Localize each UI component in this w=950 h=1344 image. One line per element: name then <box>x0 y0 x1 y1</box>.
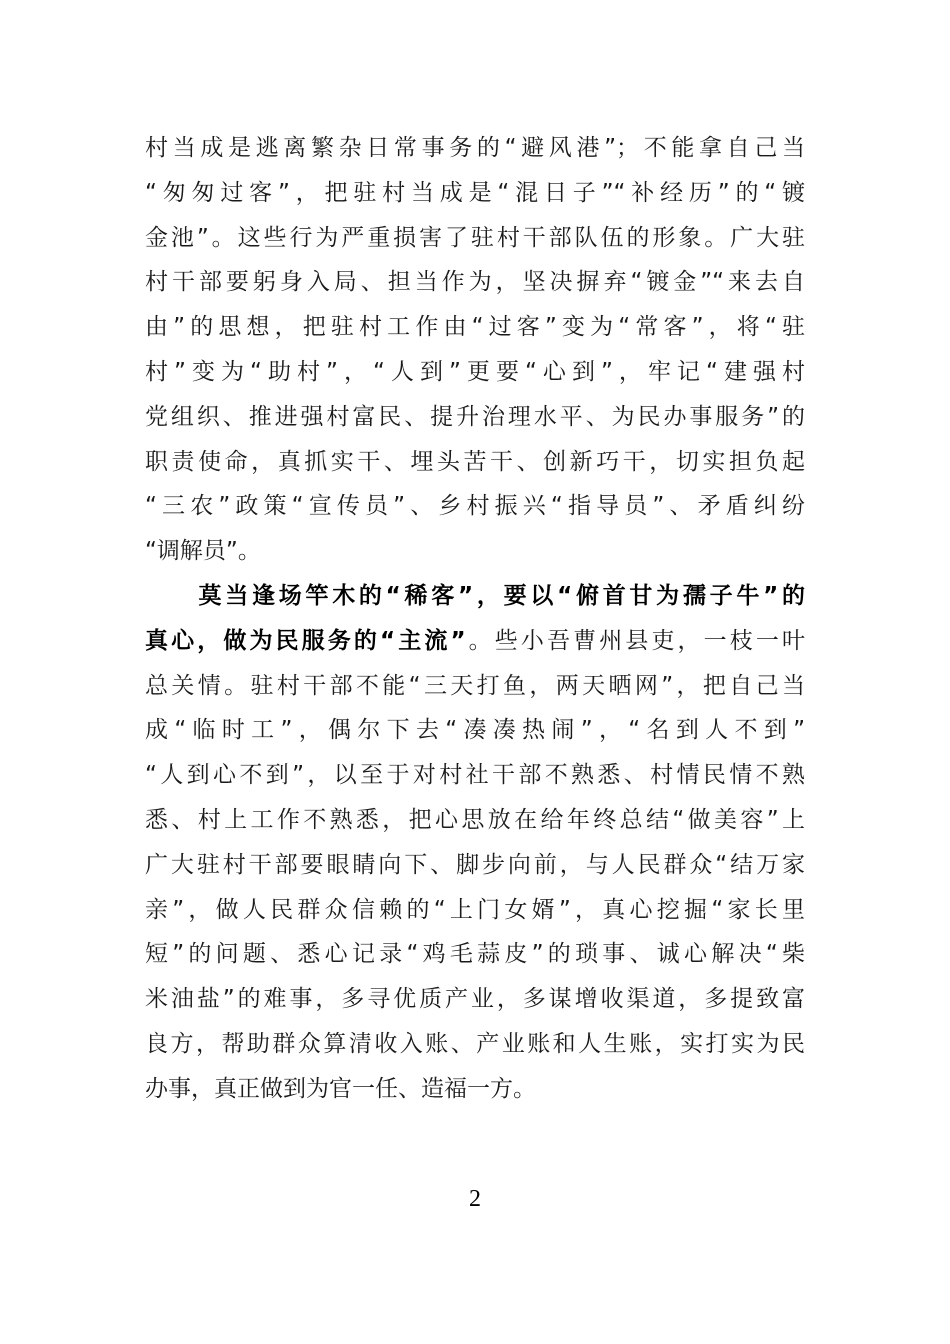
paragraph-text: “三农”政策“宣传员”、乡村振兴“指导员”、矛盾纠纷 <box>145 493 805 520</box>
text-line <box>145 1067 805 1112</box>
text-line <box>145 350 805 395</box>
paragraph-text: “人到心不到”，以至于对村社干部不熟悉、村情民情不熟 <box>145 762 805 789</box>
text-line <box>145 171 805 216</box>
text-line <box>145 888 805 933</box>
text-line <box>145 932 805 977</box>
paragraph-text: 村干部要躬身入局、担当作为，坚决摒弃“镀金”“来去自 <box>145 269 805 296</box>
paragraph-text: 成“临时工”，偶尔下去“凑凑热闹”，“名到人不到” <box>145 717 805 744</box>
paragraph-text: 村”变为“助村”，“人到”更要“心到”，牢记“建强村 <box>145 358 805 385</box>
page-number: 2 <box>469 1186 481 1212</box>
paragraph-text: 办事，真正做到为官一任、造福一方。 <box>145 1075 536 1102</box>
text-line <box>145 529 805 574</box>
paragraph-text: 总关情。驻村干部不能“三天打鱼，两天晒网”，把自己当 <box>145 672 805 699</box>
text-line <box>145 798 805 843</box>
text-line <box>145 440 805 485</box>
text-line <box>145 664 805 709</box>
paragraph-text: “调解员”。 <box>145 538 261 565</box>
text-line <box>145 1022 805 1067</box>
paragraph-text: 党组织、推进强村富民、提升治理水平、为民办事服务”的 <box>145 403 805 430</box>
bold-heading-text: 莫当逢场竿木的“稀客”，要以“俯首甘为孺子牛”的 <box>145 582 805 609</box>
paragraph-text: 。些小吾曹州县吏，一枝一叶 <box>465 627 805 654</box>
paragraph-text: 金池”。这些行为严重损害了驻村干部队伍的形象。广大驻 <box>145 224 805 251</box>
text-line <box>145 216 805 261</box>
body-text <box>145 126 805 1112</box>
paragraph-text: 亲”，做人民群众信赖的“上门女婿”，真心挖掘“家长里 <box>145 896 805 923</box>
paragraph-text: 职责使命，真抓实干、埋头苦干、创新巧干，切实担负起 <box>145 448 805 475</box>
text-line <box>145 484 805 529</box>
paragraph-text: 悉、村上工作不熟悉，把心思放在给年终总结“做美容”上 <box>145 806 805 833</box>
text-line <box>145 126 805 171</box>
paragraph-text: 良方，帮助群众算清收入账、产业账和人生账，实打实为民 <box>145 1030 805 1057</box>
text-line <box>145 753 805 798</box>
text-line <box>145 305 805 350</box>
paragraph-text: 广大驻村干部要眼睛向下、脚步向前，与人民群众“结万家 <box>145 851 805 878</box>
text-line <box>145 619 805 664</box>
bold-heading-text: 真心，做为民服务的“主流” <box>145 627 466 654</box>
paragraph-text: “匆匆过客”，把驻村当成是“混日子”“补经历”的“镀 <box>145 179 805 206</box>
paragraph-text: 短”的问题、悉心记录“鸡毛蒜皮”的琐事、诚心解决“柴 <box>145 941 805 968</box>
paragraph-text: 米油盐”的难事，多寻优质产业，多谋增收渠道，多提致富 <box>145 986 805 1013</box>
text-line <box>145 260 805 305</box>
text-line <box>145 843 805 888</box>
text-line <box>145 574 805 619</box>
text-line <box>145 977 805 1022</box>
paragraph-text: 由”的思想，把驻村工作由“过客”变为“常客”，将“驻 <box>145 314 805 341</box>
paragraph-text: 村当成是逃离繁杂日常事务的“避风港”；不能拿自己当 <box>145 135 805 161</box>
text-line <box>145 708 805 753</box>
text-line <box>145 395 805 440</box>
